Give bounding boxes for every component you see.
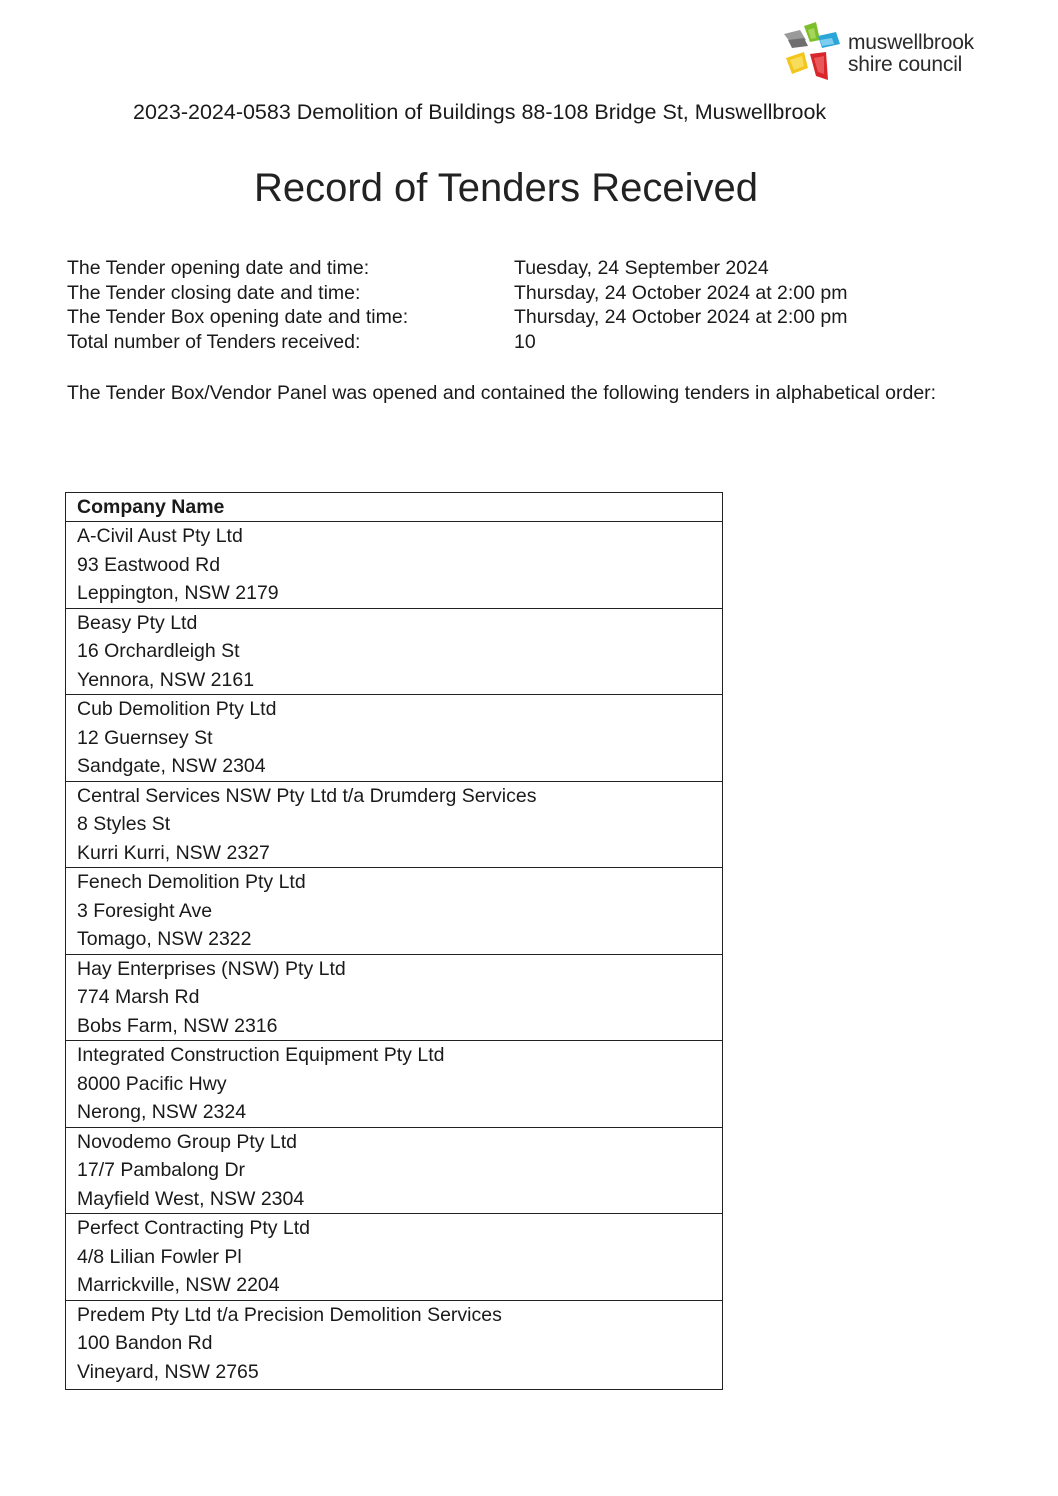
table-row — [66, 1214, 723, 1301]
tender-info — [67, 256, 848, 354]
council-logo — [782, 22, 1022, 82]
logo-line-1: muswellbrook — [848, 31, 974, 54]
company-name: Cub Demolition Pty Ltd — [77, 698, 277, 720]
table-header-row — [66, 493, 723, 522]
info-value: Thursday, 24 October 2024 at 2:00 pm — [514, 281, 848, 304]
company-locality: Sandgate, NSW 2304 — [77, 755, 266, 777]
company-name: Predem Pty Ltd t/a Precision Demolition Services — [77, 1303, 502, 1326]
council-logo-mark-icon — [782, 22, 846, 84]
intro-paragraph: The Tender Box/Vendor Panel was opened and contained the following tenders in alphabetical order: — [67, 382, 937, 404]
company-name: Beasy Pty Ltd — [77, 611, 198, 634]
company-locality: Leppington, NSW 2179 — [77, 582, 279, 604]
company-street: 100 Bandon Rd — [77, 1332, 213, 1354]
table-row — [66, 608, 723, 695]
info-label: The Tender Box opening date and time: — [67, 306, 409, 329]
company-name: Central Services NSW Pty Ltd t/a Drumderg Services — [77, 784, 537, 807]
company-street: 4/8 Lilian Fowler Pl — [77, 1245, 242, 1268]
company-street: 12 Guernsey St — [77, 726, 213, 749]
company-name: Perfect Contracting Pty Ltd — [77, 1217, 311, 1239]
company-street: 93 Eastwood Rd — [77, 553, 221, 576]
company-street: 17/7 Pambalong Dr — [77, 1159, 246, 1181]
company-street: 8000 Pacific Hwy — [77, 1072, 227, 1095]
company-street: 8 Styles St — [77, 813, 171, 835]
table-row — [66, 1300, 723, 1389]
table-cell — [66, 781, 723, 868]
table-row — [66, 1127, 723, 1214]
info-value: Tuesday, 24 September 2024 — [514, 257, 769, 279]
info-row — [67, 281, 848, 306]
company-locality: Tomago, NSW 2322 — [77, 928, 252, 950]
table-cell — [66, 522, 723, 609]
company-locality: Mayfield West, NSW 2304 — [77, 1187, 305, 1210]
column-header-company-name: Company Name — [66, 493, 723, 522]
table-row — [66, 781, 723, 868]
company-street: 3 Foresight Ave — [77, 899, 213, 922]
company-locality: Yennora, NSW 2161 — [77, 668, 255, 691]
logo-line-2: shire council — [848, 53, 963, 76]
company-name: Fenech Demolition Pty Ltd — [77, 871, 306, 893]
company-locality: Kurri Kurri, NSW 2327 — [77, 841, 270, 864]
info-label: The Tender closing date and time: — [67, 281, 361, 304]
table-cell — [66, 1300, 723, 1389]
company-street: 774 Marsh Rd — [77, 986, 200, 1008]
company-street: 16 Orchardleigh St — [77, 640, 240, 662]
table-cell — [66, 1127, 723, 1214]
company-locality: Marrickville, NSW 2204 — [77, 1274, 280, 1296]
info-row — [67, 305, 848, 330]
info-label: Total number of Tenders received: — [67, 330, 361, 353]
table-cell — [66, 868, 723, 955]
tender-subtitle: 2023-2024-0583 Demolition of Buildings 88-108 Bridge St, Muswellbrook — [133, 100, 827, 124]
company-locality: Bobs Farm, NSW 2316 — [77, 1014, 278, 1037]
table-cell — [66, 608, 723, 695]
company-locality: Nerong, NSW 2324 — [77, 1101, 247, 1123]
table-row — [66, 1041, 723, 1128]
table-cell — [66, 695, 723, 782]
info-value: Thursday, 24 October 2024 at 2:00 pm — [514, 306, 848, 329]
table-row — [66, 522, 723, 609]
company-name: A-Civil Aust Pty Ltd — [77, 525, 243, 547]
tenders-table — [65, 492, 723, 1390]
table-cell — [66, 1214, 723, 1301]
info-label: The Tender opening date and time: — [67, 257, 370, 279]
info-value: 10 — [514, 330, 536, 353]
info-row — [67, 330, 848, 355]
table-row — [66, 868, 723, 955]
company-name: Novodemo Group Pty Ltd — [77, 1130, 298, 1153]
page-title: Record of Tenders Received — [254, 166, 758, 210]
table-cell — [66, 1041, 723, 1128]
table-row — [66, 954, 723, 1041]
company-name: Integrated Construction Equipment Pty Ltd — [77, 1044, 445, 1066]
table-row — [66, 695, 723, 782]
company-locality: Vineyard, NSW 2765 — [77, 1360, 259, 1383]
table-cell — [66, 954, 723, 1041]
info-row — [67, 256, 848, 281]
company-name: Hay Enterprises (NSW) Pty Ltd — [77, 957, 346, 980]
